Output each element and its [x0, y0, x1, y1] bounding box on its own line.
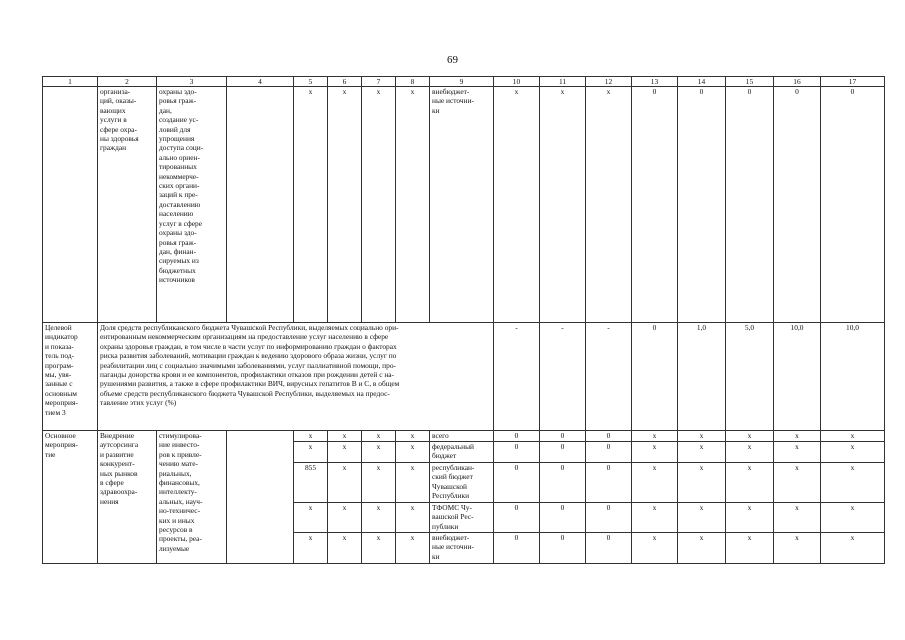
- table-cell: x: [396, 431, 430, 442]
- page-number: 69: [447, 54, 458, 66]
- header-cell: 1: [43, 77, 98, 87]
- table-cell: x: [494, 87, 540, 323]
- indicator-text: Доля средств республиканского бюджета Чувашской Республики, выделяемых социально ори- ентированным некоммерческим организациям на предоставление услуг населению в сфере охраны здоровья граждан, в том числе в части услуг по информированию граждан о факторах риска развития заболеваний, мотивации граждан к ведению здорового образа жизни, услуг по реабилитации лиц с социально значимыми заболеваниями, услуг паллиативной помощи, про- паганды донорства крови и ее компонентов, профилактики отказов при рождении детей с на- рушениями развития, а также в сфере профилактики ВИЧ, вирусных гепатитов В и С, в общем объеме средств республиканского бюджета Чувашской Республики, выделяемых на предос- тавление этих услуг (%): [98, 323, 494, 431]
- table-cell: x: [726, 533, 774, 564]
- header-cell: 7: [362, 77, 396, 87]
- table-cell: 0: [774, 87, 821, 323]
- table-cell: 0: [494, 503, 540, 533]
- table-cell: x: [632, 533, 678, 564]
- table-cell: x: [774, 463, 821, 503]
- table-cell: x: [678, 431, 726, 442]
- indicator-value: 5,0: [726, 323, 774, 431]
- table-cell: организа- ций, оказы- вающих услуги в сфере охра- ны здоровья граждан: [98, 87, 157, 323]
- table-cell: x: [726, 463, 774, 503]
- header-cell: 12: [586, 77, 632, 87]
- table-cell: x: [328, 442, 362, 463]
- indicator-value: -: [540, 323, 586, 431]
- table-cell: x: [328, 533, 362, 564]
- table-cell: x: [726, 503, 774, 533]
- table-cell: 0: [540, 442, 586, 463]
- table-cell: республикан- ский бюджет Чувашской Республики: [430, 463, 494, 503]
- table-cell: x: [540, 87, 586, 323]
- table-cell: x: [774, 431, 821, 442]
- header-cell: 14: [678, 77, 726, 87]
- table-cell: [227, 431, 294, 564]
- table-cell: x: [396, 442, 430, 463]
- table-cell: x: [362, 431, 396, 442]
- table-cell: 0: [494, 533, 540, 564]
- table-cell: x: [328, 87, 362, 323]
- activity-description: стимулирова- ние инвесто- ров к привле- чению мате- риальных, финансовых, интеллекту- альных, науч- но-техничес- ких и иных ресурсов в проекты, реа- лизуемые: [157, 431, 227, 564]
- table-cell: x: [678, 503, 726, 533]
- indicator-value: -: [494, 323, 540, 431]
- header-cell: 15: [726, 77, 774, 87]
- table-cell: x: [726, 442, 774, 463]
- table-cell: 0: [494, 463, 540, 503]
- table-cell: 0: [540, 503, 586, 533]
- table-cell: 0: [540, 431, 586, 442]
- table-cell: x: [396, 87, 430, 323]
- table-cell: x: [586, 87, 632, 323]
- table-cell: 0: [678, 87, 726, 323]
- table-cell: x: [362, 533, 396, 564]
- table-cell: [43, 87, 98, 323]
- table-cell: x: [294, 431, 328, 442]
- table-cell: x: [362, 442, 396, 463]
- header-cell: 4: [227, 77, 294, 87]
- header-cell: 8: [396, 77, 430, 87]
- header-cell: 5: [294, 77, 328, 87]
- table-cell: x: [632, 503, 678, 533]
- table-cell: 855: [294, 463, 328, 503]
- table-cell: x: [362, 87, 396, 323]
- indicator-value: 10,0: [774, 323, 821, 431]
- table-cell: x: [294, 533, 328, 564]
- table-cell: [227, 87, 294, 323]
- table-cell: ТФОМС Чу- вашской Рес- публики: [430, 503, 494, 533]
- table-row: [43, 431, 885, 442]
- table-cell: 0: [586, 442, 632, 463]
- table-cell: 0: [586, 463, 632, 503]
- table-cell: x: [726, 431, 774, 442]
- table-cell: 0: [586, 533, 632, 564]
- activity-name: Внедрение аутсорсинга и развитие конкурент- ных рынков в сфере здравоохра- нения: [98, 431, 157, 564]
- table-cell: федеральный бюджет: [430, 442, 494, 463]
- table-cell: x: [678, 533, 726, 564]
- table-cell: x: [821, 503, 885, 533]
- table-cell: x: [396, 503, 430, 533]
- table-cell: 0: [632, 87, 678, 323]
- header-cell: 16: [774, 77, 821, 87]
- table-cell: x: [821, 463, 885, 503]
- table-cell: x: [774, 442, 821, 463]
- table-cell: x: [362, 503, 396, 533]
- table-cell: 0: [494, 442, 540, 463]
- table-cell: всего: [430, 431, 494, 442]
- table-cell: x: [774, 503, 821, 533]
- table-cell: x: [821, 431, 885, 442]
- table-cell: 0: [586, 431, 632, 442]
- table-cell: x: [362, 463, 396, 503]
- header-cell: 17: [821, 77, 885, 87]
- header-cell: 9: [430, 77, 494, 87]
- table-cell: x: [678, 463, 726, 503]
- indicator-value: -: [586, 323, 632, 431]
- table-cell: x: [774, 533, 821, 564]
- table-cell: охраны здо- ровья граж- дан, создание ус- ловий для упрощения доступа соци- ально ориен- тированных некоммерче- ских органи- заций к пре- доставлению населению услуг в сфере охраны здо- ровья граж- дан, финан- сируемых из бюджетных источников: [157, 87, 227, 323]
- header-cell: 13: [632, 77, 678, 87]
- table-cell: x: [632, 431, 678, 442]
- table-cell: x: [396, 463, 430, 503]
- indicator-row: [43, 323, 885, 431]
- table-cell: 0: [540, 463, 586, 503]
- table-cell: внебюджет- ные источни- ки: [430, 533, 494, 564]
- table-cell: x: [632, 442, 678, 463]
- table-cell: x: [294, 503, 328, 533]
- table-cell: x: [294, 442, 328, 463]
- table-cell: 0: [821, 87, 885, 323]
- table-cell: x: [821, 442, 885, 463]
- header-cell: 10: [494, 77, 540, 87]
- budget-table: [42, 76, 885, 564]
- indicator-value: 1,0: [678, 323, 726, 431]
- table-cell: x: [632, 463, 678, 503]
- indicator-label: Целевой индикатор и показа- тель под- програм- мы, увя- занные с основным мероприя- тием 3: [43, 323, 98, 431]
- table-cell: внебюджет- ные источни- ки: [430, 87, 494, 323]
- header-row: [43, 77, 885, 87]
- activity-label: Основное мероприя- тие: [43, 431, 98, 564]
- table-cell: x: [328, 463, 362, 503]
- table-cell: x: [396, 533, 430, 564]
- table-cell: 0: [540, 533, 586, 564]
- header-cell: 3: [157, 77, 227, 87]
- header-cell: 6: [328, 77, 362, 87]
- header-cell: 11: [540, 77, 586, 87]
- table-cell: 0: [494, 431, 540, 442]
- table-cell: x: [294, 87, 328, 323]
- indicator-value: 10,0: [821, 323, 885, 431]
- table-row: [43, 87, 885, 323]
- table-cell: 0: [726, 87, 774, 323]
- table-cell: x: [821, 533, 885, 564]
- table-cell: x: [328, 503, 362, 533]
- indicator-value: 0: [632, 323, 678, 431]
- table-cell: x: [328, 431, 362, 442]
- table-cell: 0: [586, 503, 632, 533]
- header-cell: 2: [98, 77, 157, 87]
- table-cell: x: [678, 442, 726, 463]
